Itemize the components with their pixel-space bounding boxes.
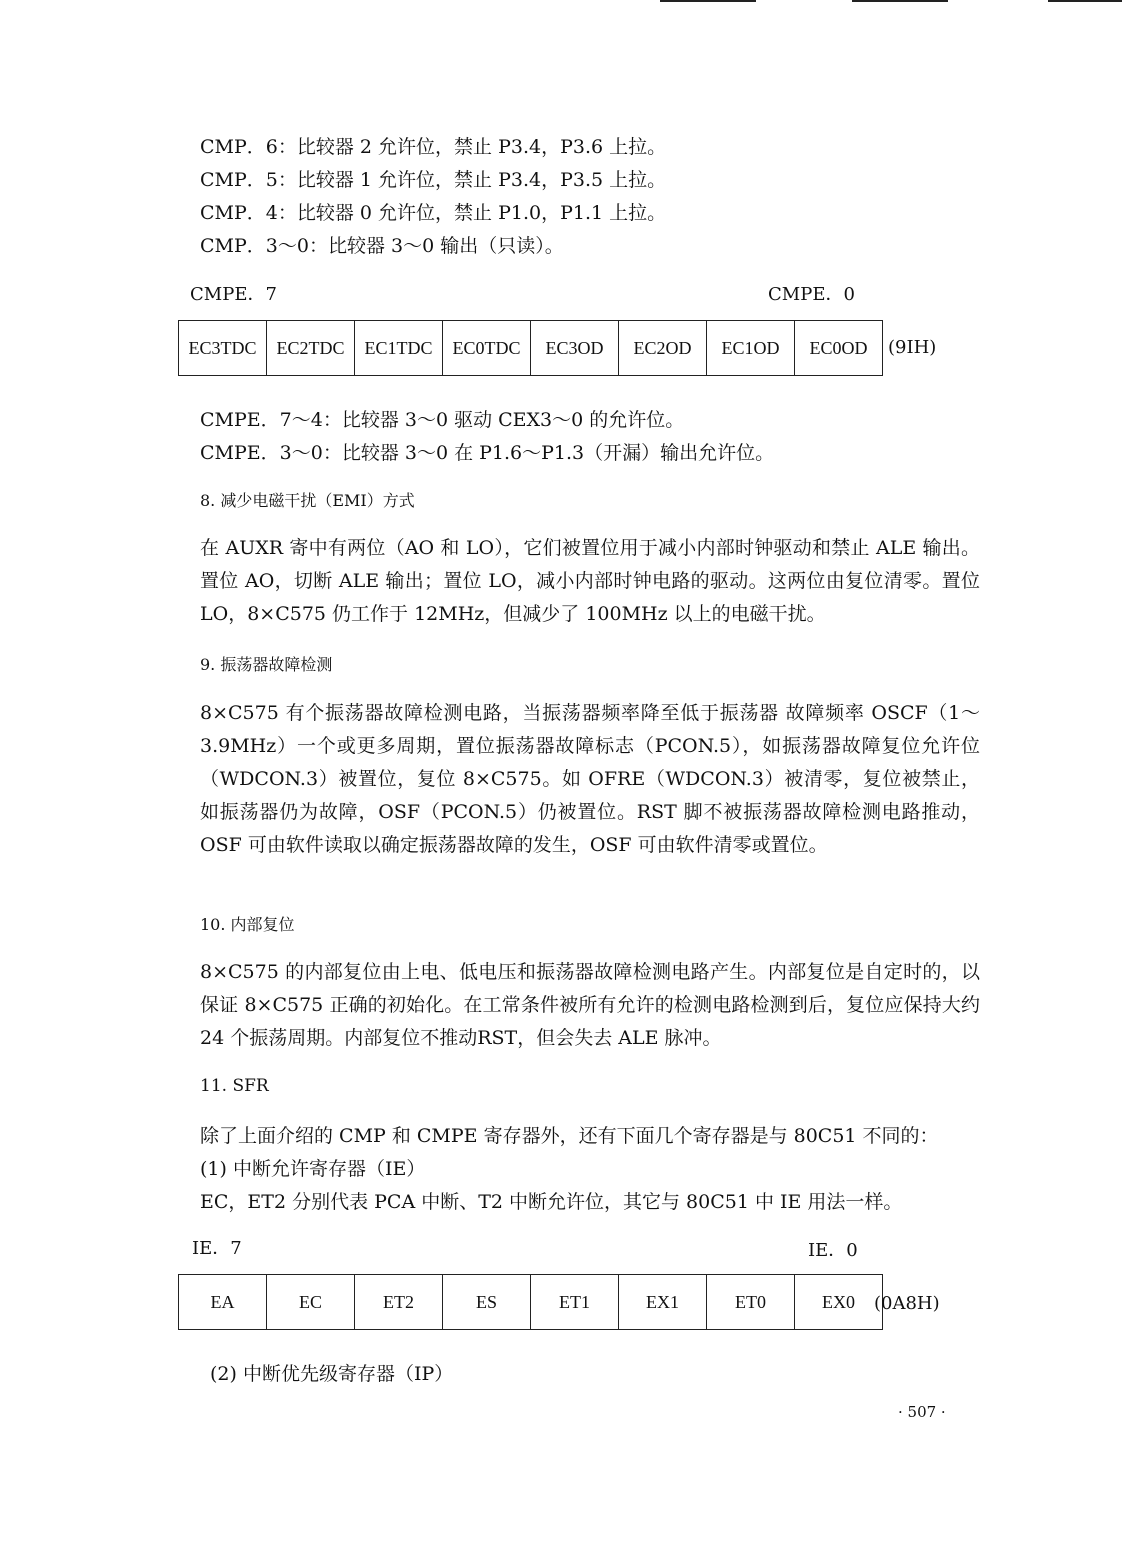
cmp-bit-4: CMP．4：比较器 0 允许位，禁止 P1.0，P1.1 上拉。	[200, 202, 667, 224]
ie-bit-cell: EC	[267, 1275, 355, 1330]
ie-bit-cell: EA	[179, 1275, 267, 1330]
cmpe-low-bit-label: CMPE．0	[768, 284, 855, 305]
section-8-body: 在 AUXR 寄中有两位（AO 和 LO），它们被置位用于减小内部时钟驱动和禁止 ALE 输出。置位 AO，切断 ALE 输出；置位 LO，减小内部时钟电路的驱动。这两位由复位清零。置位 LO，8×C575 仍工作于 12MHz，但减少了 100MHz 以上的电磁干扰。	[200, 537, 980, 625]
cmpe-high-bit-label: CMPE．7	[190, 284, 277, 305]
section-9-body: 8×C575 有个振荡器故障检测电路，当振荡器频率降至低于振荡器 故障频率 OSCF（1～3.9MHz）一个或更多周期，置位振荡器故障标志（PCON.5），如振荡器故障复位允许位（WDCON.3）被置位，复位 8×C575。如 OFRE（WDCON.3）被清零，复位被禁止，如振荡器仍为故障，OSF（PCON.5）仍被置位。RST 脚不被振荡器故障检测电路推动，OSF 可由软件读取以确定振荡器故障的发生，OSF 可由软件清零或置位。	[200, 702, 980, 856]
ie-register-table	[178, 1274, 883, 1330]
ie-bit-cell: EX1	[619, 1275, 707, 1330]
ip-subheading: (2) 中断优先级寄存器（IP）	[210, 1363, 454, 1385]
cmpe-bit-cell: EC1TDC	[355, 321, 443, 376]
ie-high-bit-label: IE．7	[192, 1238, 242, 1259]
ie-bit-cell: EX0	[795, 1275, 883, 1330]
page-number: · 507 ·	[898, 1403, 946, 1421]
cmpe-bit-cell: EC3OD	[531, 321, 619, 376]
section-11-intro: 除了上面介绍的 CMP 和 CMPE 寄存器外，还有下面几个寄存器是与 80C51 不同的：	[200, 1125, 939, 1147]
ie-bit-cell: ET1	[531, 1275, 619, 1330]
ie-address: (0A8H)	[874, 1293, 940, 1314]
cmpe-bit-cell: EC2OD	[619, 321, 707, 376]
cmp-bit-5: CMP．5：比较器 1 允许位，禁止 P3.4，P3.5 上拉。	[200, 169, 667, 191]
cmpe-bit-cell: EC0TDC	[443, 321, 531, 376]
cmpe-bit-3-0: CMPE．3～0：比较器 3～0 在 P1.6～P1.3（开漏）输出允许位。	[200, 442, 775, 464]
ie-bit-cell: ET2	[355, 1275, 443, 1330]
section-8-heading: 8. 减少电磁干扰（EMI）方式	[200, 491, 415, 510]
cmpe-address: (9IH)	[888, 337, 937, 358]
section-11-heading: 11. SFR	[200, 1076, 269, 1096]
ie-bit-cell: ET0	[707, 1275, 795, 1330]
cmpe-bit-cell: EC1OD	[707, 321, 795, 376]
ie-description: EC，ET2 分别代表 PCA 中断、T2 中断允许位，其它与 80C51 中 IE 用法一样。	[200, 1191, 903, 1213]
ie-low-bit-label: IE．0	[808, 1240, 858, 1261]
section-10-heading: 10. 内部复位	[200, 915, 295, 934]
cmpe-register-table	[178, 320, 883, 376]
section-10-body: 8×C575 的内部复位由上电、低电压和振荡器故障检测电路产生。内部复位是自定时的，以保证 8×C575 正确的初始化。在工常条件被所有允许的检测电路检测到后，复位应保持大约 24 个振荡周期。内部复位不推动RST，但会失去 ALE 脉冲。	[200, 961, 980, 1049]
cmpe-bit-7-4: CMPE．7～4：比较器 3～0 驱动 CEX3～0 的允许位。	[200, 409, 685, 431]
cmp-bit-3-0: CMP．3～0：比较器 3～0 输出（只读）。	[200, 235, 564, 257]
cmpe-bit-cell: EC2TDC	[267, 321, 355, 376]
cmp-bit-6: CMP．6：比较器 2 允许位，禁止 P3.4，P3.6 上拉。	[200, 136, 667, 158]
cmpe-bit-cell: EC0OD	[795, 321, 883, 376]
top-rule-2	[852, 0, 948, 2]
cmpe-bit-cell: EC3TDC	[179, 321, 267, 376]
ie-bit-cell: ES	[443, 1275, 531, 1330]
ie-subheading: (1) 中断允许寄存器（IE）	[200, 1158, 426, 1180]
top-rule-1	[660, 0, 756, 2]
section-9-heading: 9. 振荡器故障检测	[200, 655, 333, 674]
top-rule-3	[1048, 0, 1122, 2]
